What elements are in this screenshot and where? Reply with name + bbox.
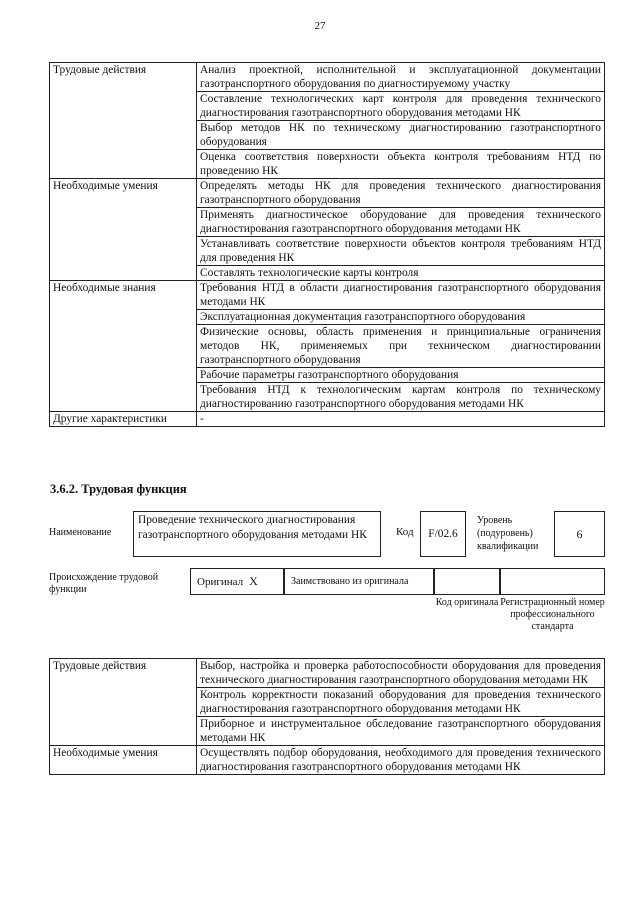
row-label-labor-actions: Трудовые действия — [50, 659, 197, 746]
row-label-labor-actions: Трудовые действия — [50, 63, 197, 179]
qualification-level-box: 6 — [554, 511, 605, 557]
table-cell: Оценка соответствия поверхности объекта контроля требованиям НТД по проведению НК — [197, 150, 605, 179]
table-row — [50, 63, 605, 92]
section-heading: 3.6.2. Трудовая функция — [50, 482, 187, 496]
table-row — [50, 746, 605, 775]
code-original-cell — [434, 568, 500, 595]
original-mark: X — [249, 574, 258, 588]
qualification-level-label: Уровень (подуровень) квалификации — [477, 515, 539, 552]
origin-label: Происхождение трудовой функции — [49, 572, 159, 595]
table-cell: Требования НТД к технологическим картам контроля по техническому диагностированию газотранспортного оборудования методами НК — [197, 383, 605, 412]
table-row — [50, 412, 605, 427]
table-cell: Применять диагностическое оборудование для проведения технического диагностирования газотранспортного оборудования методами НК — [197, 208, 605, 237]
table-cell: Контроль корректности показаний оборудования для проведения технического диагностирования газотранспортного оборудования методами НК — [197, 688, 605, 717]
table-cell: Составление технологических карт контроля для проведения технического диагностирования газотранспортного оборудования методами НК — [197, 92, 605, 121]
reg-number-cell — [500, 568, 605, 595]
row-label-required-skills: Необходимые умения — [50, 179, 197, 281]
row-label-other-characteristics: Другие характеристики — [50, 412, 197, 427]
table-cell: Анализ проектной, исполнительной и эксплуатационной документации газотранспортного оборудования по диагностируемому участку — [197, 63, 605, 92]
table-cell: Требования НТД в области диагностирования газотранспортного оборудования методами НК — [197, 281, 605, 310]
table-cell: Выбор, настройка и проверка работоспособности оборудования для проведения технического диагностирования газотранспортного оборудования методами НК — [197, 659, 605, 688]
table-cell: Определять методы НК для проведения технического диагностирования газотранспортного оборудования — [197, 179, 605, 208]
labor-function-table-1 — [49, 62, 605, 427]
borrowed-cell: Заимствовано из оригинала — [284, 568, 434, 595]
table-row — [50, 179, 605, 208]
table-cell: Осуществлять подбор оборудования, необходимого для проведения технического диагностирования газотранспортного оборудования методами НК — [197, 746, 605, 775]
row-label-required-skills: Необходимые умения — [50, 746, 197, 775]
code-label: Код — [396, 526, 414, 538]
table-cell: Эксплуатационная документация газотранспортного оборудования — [197, 310, 605, 325]
table-cell: Устанавливать соответствие поверхности объектов контроля требованиям НТД для проведения НК — [197, 237, 605, 266]
table-row — [50, 659, 605, 688]
table-cell: Приборное и инструментальное обследование газотранспортного оборудования методами НК — [197, 717, 605, 746]
table-cell: Составлять технологические карты контроля — [197, 266, 605, 281]
table-cell: Рабочие параметры газотранспортного оборудования — [197, 368, 605, 383]
table-cell: Выбор методов НК по техническому диагностированию газотранспортного оборудования — [197, 121, 605, 150]
table-row — [50, 281, 605, 310]
table-cell: Физические основы, область применения и принципиальные ограничения методов НК, применяемых при техническом диагностировании газотранспортного оборудования — [197, 325, 605, 368]
table-cell: - — [197, 412, 605, 427]
labor-function-table-2 — [49, 658, 605, 775]
row-label-required-knowledge: Необходимые знания — [50, 281, 197, 412]
page-number: 27 — [314, 20, 326, 32]
original-label: Оригинал — [197, 575, 244, 588]
function-name-box: Проведение технического диагностирования газотранспортного оборудования методами НК — [133, 511, 381, 557]
name-label: Наименование — [49, 527, 112, 538]
code-original-caption: Код оригинала — [435, 597, 499, 608]
original-cell — [190, 568, 284, 595]
reg-number-caption: Регистрационный номер профессионального стандарта — [500, 597, 605, 632]
code-value-box: F/02.6 — [420, 511, 466, 557]
